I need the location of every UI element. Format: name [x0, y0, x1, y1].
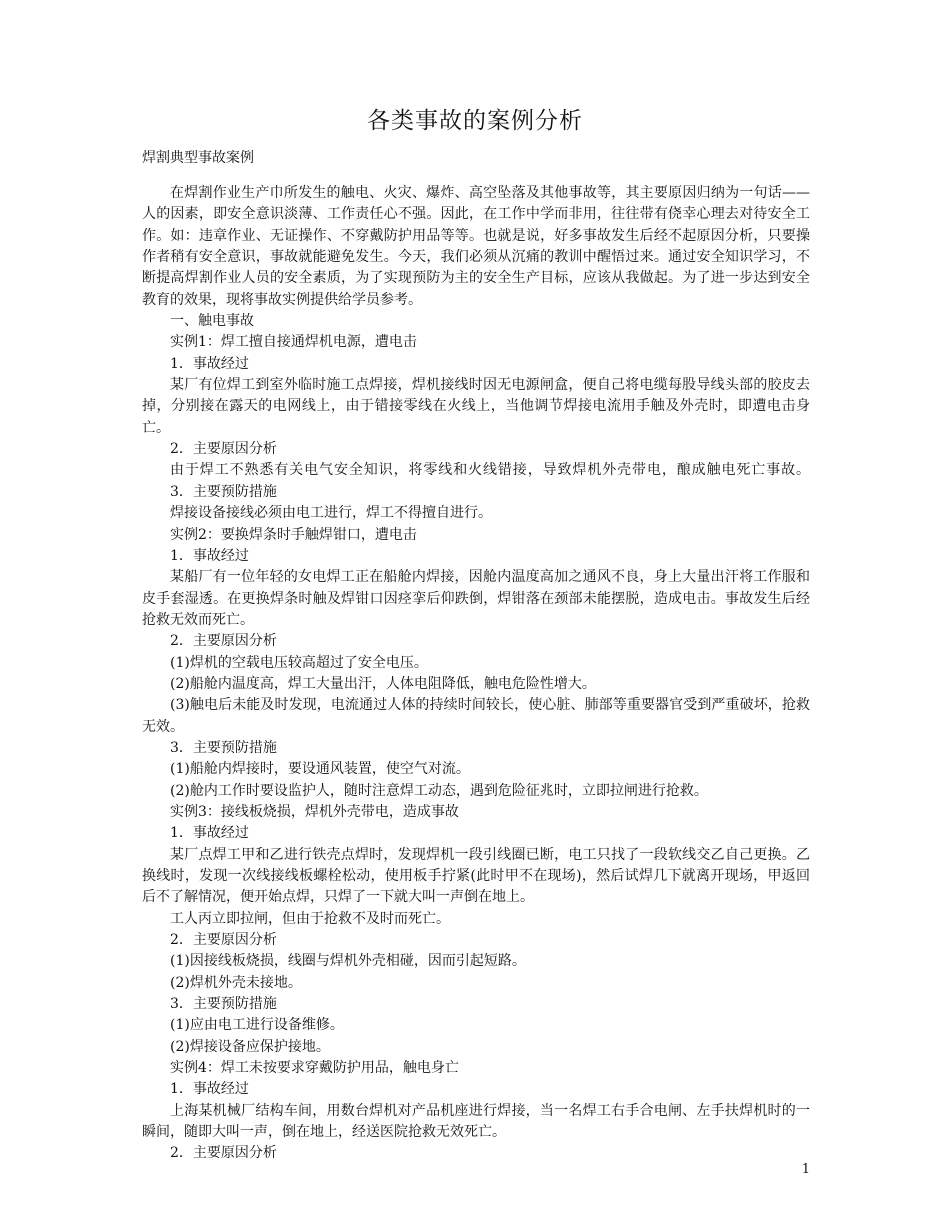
subheading: 3．主要预防措施	[170, 739, 277, 756]
list-item: (2)船舱内温度高，焊工大量出汗，人体电阻降低，触电危险性增大。	[170, 675, 596, 692]
case-heading: 实例2：要换焊条时手触焊钳口，遭电击	[170, 526, 417, 543]
list-item: (3)触电后未能及时发现，电流通过人体的持续时间较长，使心脏、肺部等重要器官受到严重破坏，抢救无效。	[142, 697, 810, 735]
case-heading: 实例1：焊工擅自接通焊机电源，遭电击	[170, 334, 417, 351]
list-item: (1)焊机的空载电压较高超过了安全电压。	[170, 654, 428, 671]
document-body	[142, 183, 810, 1165]
section-subtitle: 焊割典型事故案例	[142, 150, 254, 166]
paragraph: 某船厂有一位年轻的女电焊工正在船舱内焊接，因舱内温度高加之通风不良，身上大量出汗将工作服和皮手套湿透。在更换焊条时触及焊钳口因痉挛后仰跌倒，焊钳落在颈部未能摆脱，造成电击。事故发生后经抢救无效而死亡。	[142, 569, 810, 628]
subheading: 3．主要预防措施	[170, 996, 277, 1013]
paragraph: 某厂点焊工甲和乙进行铁壳点焊时，发现焊机一段引线圈已断，电工只找了一段软线交乙自己更换。乙换线时，发现一次线接线板螺栓松动，使用板手拧紧(此时甲不在现场)，然后试焊几下就离开现场，甲返回后不了解情况，便开始点焊，只焊了一下就大叫一声倒在地上。	[142, 846, 810, 906]
list-item: (2)舱内工作时要设监护人，随时注意焊工动态，遇到危险征兆时，立即拉闸进行抢救。	[170, 782, 708, 799]
paragraph: 由于焊工不熟悉有关电气安全知识，将零线和火线错接，导致焊机外壳带电，酿成触电死亡事故。 3．主要预防措施	[142, 462, 810, 500]
paragraph: 上海某机械厂结构车间，用数台焊机对产品机座进行焊接，当一名焊工右手合电闸、左手扶焊机时的一瞬间，随即大叫一声，倒在地上，经送医院抢救无效死亡。	[142, 1102, 810, 1141]
list-item: (2)焊接设备应保护接地。	[170, 1038, 330, 1055]
subheading: 1．事故经过	[170, 547, 249, 564]
list-item: (1)应由电工进行设备维修。	[170, 1017, 344, 1034]
case-heading: 实例4：焊工未按要求穿戴防护用品，触电身亡	[170, 1060, 459, 1077]
subheading: 2．主要原因分析	[170, 441, 277, 458]
subheading: 2．主要原因分析	[170, 932, 277, 949]
list-item: (2)焊机外壳未接地。	[170, 974, 302, 991]
subheading: 1．事故经过	[170, 825, 249, 842]
subheading: 1．事故经过	[170, 355, 249, 372]
page-title: 各类事故的案例分析	[367, 108, 583, 134]
list-item: (1)因接线板烧损，线圈与焊机外壳相碰，因而引起短路。	[170, 953, 526, 970]
paragraph: 某厂有位焊工到室外临时施工点焊接，焊机接线时因无电源闸盒，便自己将电缆每股导线头部的胶皮去掉，分别接在露天的电网线上，由于错接零线在火线上，当他调节焊接电流用手触及外壳时，即遭电击身亡。	[142, 377, 810, 436]
subheading: 2．主要原因分析	[170, 633, 277, 650]
intro-paragraph: 在焊割作业生产巾所发生的触电、火灾、爆炸、高空坠落及其他事故等，其主要原因归纳为一句话——人的因素，即安全意识淡薄、工作责任心不强。因此，在工作中学而非用，往往带有侥幸心理去对待安全工作。如：违章作业、无证操作、不穿戴防护用品等等。也就是说，好多事故发生后经不起原因分析，只要操作者稍有安全意识，事故就能避免发生。今天，我们必须从沉痛的教训中醒悟过来。通过安全知识学习，不断提高焊割作业人员的安全素质，为了实现预防为主的安全生产目标，应该从我做起。为了进一步达到安全教育的效果，现将事故实例提供给学员参考。	[142, 185, 810, 308]
subheading: 1．事故经过	[170, 1081, 249, 1098]
paragraph: 焊接设备接线必须由电工进行，焊工不得擅自进行。	[170, 505, 492, 522]
list-item: (1)船舱内焊接时，要设通风装置，使空气对流。	[170, 761, 470, 778]
section-heading: 一、触电事故	[170, 313, 254, 330]
case-heading: 实例3：接线板烧损，焊机外壳带电，造成事故	[170, 803, 459, 820]
paragraph: 工人丙立即拉闸，但由于抢救不及时而死亡。	[170, 910, 450, 927]
page-number: 1	[801, 1162, 810, 1177]
subheading: 2．主要原因分析	[170, 1145, 277, 1162]
